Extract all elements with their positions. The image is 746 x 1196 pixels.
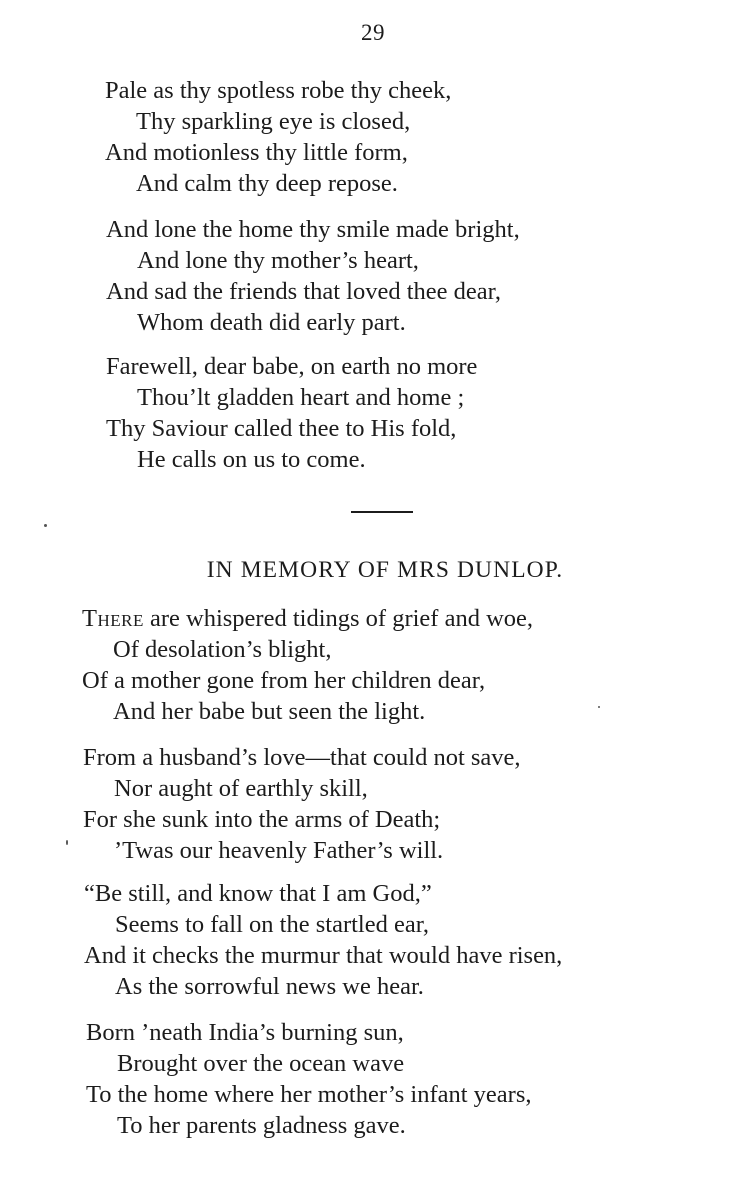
poem-line: And her babe but seen the light. xyxy=(113,698,426,725)
poem-line: Of desolation’s blight, xyxy=(113,636,332,663)
poem-line: Born ’neath India’s burning sun, xyxy=(86,1019,404,1046)
poem-line: Brought over the ocean wave xyxy=(117,1050,405,1077)
scan-speck xyxy=(44,524,47,527)
poem-line: And calm thy deep repose. xyxy=(136,170,398,197)
poem-line: And lone the home thy smile made bright, xyxy=(106,216,520,243)
poem-line: And lone thy mother’s heart, xyxy=(137,247,419,274)
poem-line: Of a mother gone from her children dear, xyxy=(82,667,486,694)
poem-line: Thy Saviour called thee to His fold, xyxy=(106,415,457,442)
poem-one-stanza-2 xyxy=(106,214,520,338)
poem-line: From a husband’s love—that could not save, xyxy=(83,744,521,771)
poem-two-stanza-4 xyxy=(86,1017,532,1141)
scan-speck xyxy=(66,840,68,845)
poem-one-stanza-3 xyxy=(106,351,477,475)
poem-line: And motionless thy little form, xyxy=(105,139,408,166)
poem-two-stanza-3 xyxy=(84,878,562,1002)
poem-line: To the home where her mother’s infant years, xyxy=(86,1081,532,1108)
poem-line: Farewell, dear babe, on earth no more xyxy=(106,353,478,380)
poem-line: And it checks the murmur that would have risen, xyxy=(84,942,563,969)
poem-line: Nor aught of earthly skill, xyxy=(114,775,368,802)
drop-word: There xyxy=(82,605,144,632)
section-divider xyxy=(351,511,413,513)
poem-line: Seems to fall on the startled ear, xyxy=(115,911,430,938)
poem-line: And sad the friends that loved thee dear, xyxy=(106,278,501,305)
poem-line: He calls on us to come. xyxy=(137,446,366,473)
poem-line: As the sorrowful news we hear. xyxy=(115,973,424,1000)
poem-line: “Be still, and know that I am God,” xyxy=(84,880,432,907)
poem-line: Thou’lt gladden heart and home ; xyxy=(137,384,465,411)
poem-two-stanza-1 xyxy=(82,603,533,727)
poem-line: Pale as thy spotless robe thy cheek, xyxy=(105,77,452,104)
poem-line: For she sunk into the arms of Death; xyxy=(83,806,441,833)
poem-line: ’Twas our heavenly Father’s will. xyxy=(114,837,444,864)
scan-speck xyxy=(598,706,600,708)
poem-line: Whom death did early part. xyxy=(137,309,406,336)
poem-line xyxy=(82,603,533,634)
poem-two-stanza-2 xyxy=(83,742,521,866)
poem-line-rest: are whispered tidings of grief and woe, xyxy=(143,605,534,632)
page-number: 29 xyxy=(361,20,385,45)
poem-line: To her parents gladness gave. xyxy=(117,1112,406,1139)
poem-one-stanza-1 xyxy=(105,75,451,199)
poem-line: Thy sparkling eye is closed, xyxy=(136,108,411,135)
poem-title: IN MEMORY OF MRS DUNLOP. xyxy=(206,557,564,583)
